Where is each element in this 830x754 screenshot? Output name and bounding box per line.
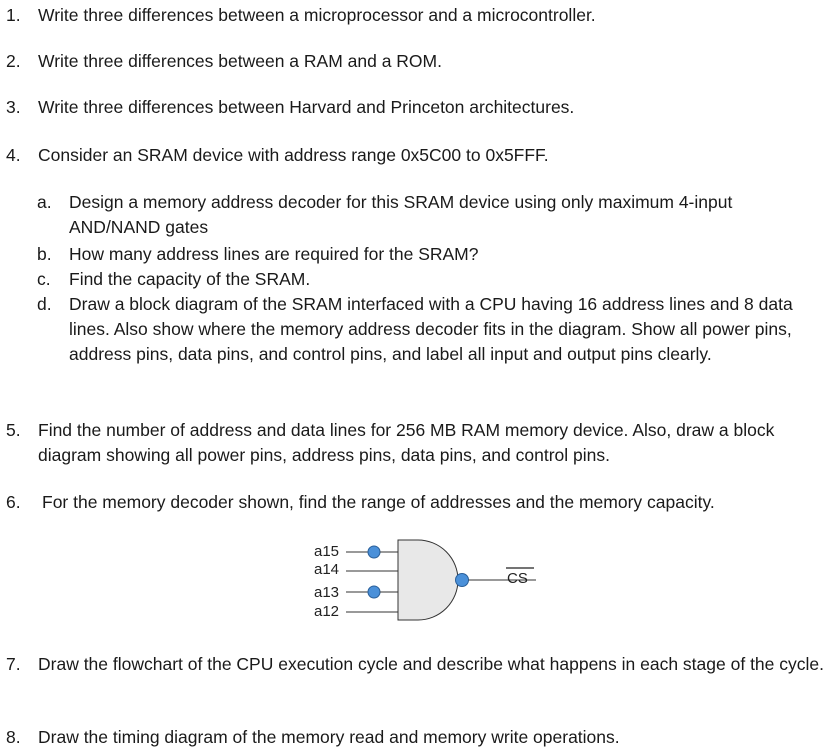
question-number: 5. xyxy=(6,420,21,440)
question-number: 3. xyxy=(6,97,21,117)
part-text: Draw a block diagram of the SRAM interfaced with a CPU having 16 address lines and 8 data lines. Also show where the memory address decoder fits in the diagram. Show all power pins, address pins, data pins, and control pins, and label all input and output pins clearly. xyxy=(69,294,793,364)
question-text: Consider an SRAM device with address range 0x5C00 to 0x5FFF. xyxy=(38,145,549,165)
and-gate-icon xyxy=(398,540,458,620)
decoder-diagram xyxy=(300,535,560,630)
output-bubble xyxy=(456,574,469,587)
question-text: Write three differences between a RAM and a ROM. xyxy=(38,51,442,71)
part-letter: c. xyxy=(37,269,51,289)
question-text: Write three differences between Harvard and Princeton architectures. xyxy=(38,97,575,117)
question-number: 7. xyxy=(6,654,21,674)
output-label-cs: CS xyxy=(507,570,528,587)
inverter-bubble-a13 xyxy=(368,586,380,598)
part-letter: a. xyxy=(37,192,52,212)
inverter-bubble-a15 xyxy=(368,546,380,558)
question-number: 6. xyxy=(6,492,21,512)
input-label-a14: a14 xyxy=(314,561,340,578)
question-text: Draw the timing diagram of the memory read and memory write operations. xyxy=(38,727,620,747)
part-letter: d. xyxy=(37,294,52,314)
part-letter: b. xyxy=(37,244,52,264)
part-text: Find the capacity of the SRAM. xyxy=(69,269,311,289)
part-text: Design a memory address decoder for this SRAM device using only maximum 4-input AND/NAND gates xyxy=(69,192,733,237)
question-number: 1. xyxy=(6,5,21,25)
question-number: 2. xyxy=(6,51,21,71)
part-text: How many address lines are required for the SRAM? xyxy=(69,244,479,264)
question-text: For the memory decoder shown, find the range of addresses and the memory capacity. xyxy=(42,492,715,512)
question-text: Write three differences between a microprocessor and a microcontroller. xyxy=(38,5,596,25)
input-label-a15: a15 xyxy=(314,543,340,560)
question-text: Find the number of address and data lines for 256 MB RAM memory device. Also, draw a block diagram showing all power pins, address pins, data pins, and control pins. xyxy=(38,420,775,465)
input-label-a13: a13 xyxy=(314,584,340,601)
question-number: 8. xyxy=(6,727,21,747)
question-text: Draw the flowchart of the CPU execution cycle and describe what happens in each stage of the cycle. xyxy=(38,654,824,674)
input-label-a12: a12 xyxy=(314,603,340,620)
question-number: 4. xyxy=(6,145,21,165)
